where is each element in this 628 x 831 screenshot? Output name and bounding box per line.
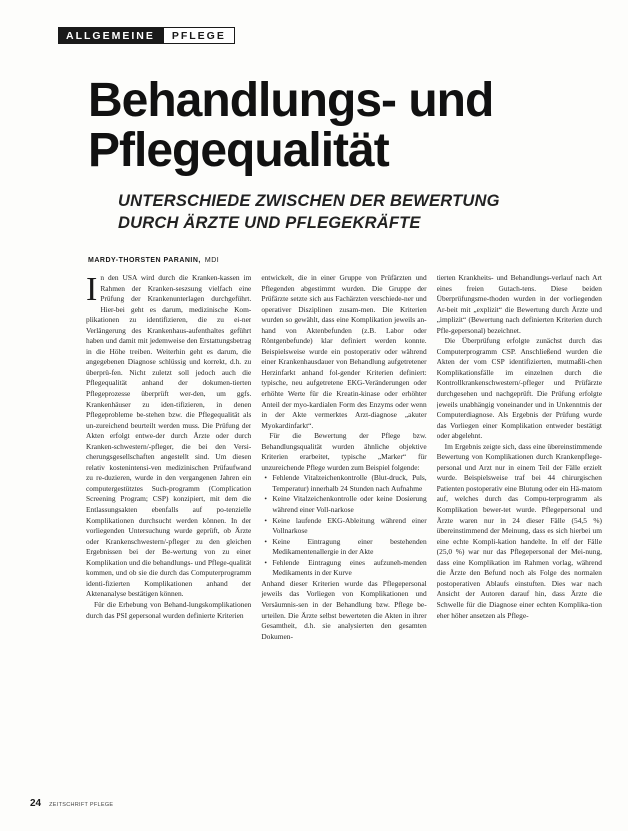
paragraph: entwickelt, die in einer Gruppe von Prüfärzten und Pflegenden abgestimmt wurden. Die Gruppe der Prüfärzte setzte sich aus Fachärzten verschiede-ner und operativer Disziplinen zusam-men. Die Kriterien wurden so gewählt, dass eine Komplikation jeweils an-hand von Aktenbefunden (z.B. Labor oder Röntgenbefunde) klar definiert werden konnte. Beispielsweise wurde ein postoperativ oder während einer Krankenhausdauer von Behandlung aufgetretener Herzinfarkt anhand fol-gender Kriterien definiert: typische, neu aufgetretene EKG-Veränderungen oder erhöhte Werte für die Kreatin-kinase oder erhöhter Anteil der myo-kardialen Form des Enzyms oder wenn in der Akte vermerktes Arzt-diagnose „akuter Myokardinfarkt“. [261,273,427,430]
list-item: • Fehlende Eintragung eines aufzuneh-menden Medikaments in der Kurve [268,558,426,579]
article-body [86,273,602,803]
title-line-1: Behandlungs- und [88,74,494,127]
paragraph: Im Ergebnis zeigte sich, dass eine übereinstimmende Bewertung von Komplikationen durch Krankenpflege-personal und Arzt nur in einem Teil der Fälle erzielt wurde. Beispielsweise traf bei 44 chirurgischen Patienten postoperativ eine Blutung oder ein Hä-matom auf, welches durch das Compu-terprogramm als Komplikation bewer-tet wurde. Pflegepersonal und Ärzte waren nur in 24 dieser Fälle (54,5 %) übereinstimmend der Meinung, dass es sich hierbei um eine echte Kompli-kation handelte. In elf der Fälle (25,0 %) war nur das Pflegepersonal der Mei-nung, dass eine Komplikation im Rahmen vorlag, während die Ärzte den Befund noch als Folge des normalen postoperativen Ablaufs einstuften. Dies war nach Ansicht der Autoren darauf hin, dass Ärzte die Schwelle für die Diagnose einer echten Komplika-tion eher höher ansetzen als Pflege- [436,441,602,620]
article-title [88,76,568,176]
drop-cap: I [86,273,98,308]
paragraph: Für die Erhebung von Behand-lungskomplikationen durch das PSI gepersonal wurden definierte Kriterien [86,599,252,620]
paragraph: tierten Krankheits- und Behandlungs-verlauf nach Art eines freien Gutach-tens. Diese beiden Überprüfungsme-thoden wurden in der vorliegenden Ar-beit mit „explizit“ die Bewertung durch Ärzte und „implizit“ (Bewertung nach definierten Kriterien durch Pfle-gepersonal) bezeichnet. [436,273,602,335]
criteria-list [261,473,426,578]
page-number: 24 [30,798,42,809]
paragraph: Anhand dieser Kriterien wurde das Pflegepersonal jeweils das Vorliegen von Komplikationen und Versäumnis-sen in der Behandlung bzw. Pflege be-urteilen. Die Ärzte selbst bewerteten die Akten in ihrer Gesamtheit, d.h. sie analysierten den gesamten Dokumen- [261,578,427,641]
column-2 [261,273,426,803]
page-footer [30,798,113,809]
subsection-label: PFLEGE [163,27,235,44]
subtitle-line-1: UNTERSCHIEDE ZWISCHEN DER BEWERTUNG [118,192,500,210]
list-item: • Keine Eintragung einer bestehenden Medikamentenallergie in der Akte [268,537,426,558]
paragraph: Für die Bewertung der Pflege bzw. Behandlungsqualität wurden ähnliche objektive Kriterien erarbeitet, typische „Marker“ für unzureichende Pflege wurden zum Beispiel folgende: [261,431,427,472]
magazine-name: ZEITSCHRIFT PFLEGE [49,802,114,808]
article-subtitle [118,190,578,234]
author-role: MDI [204,257,220,264]
list-item: • Keine Vitalzeichenkontrolle oder keine Dosierung während einer Voll-narkose [268,494,426,515]
paragraph: Die Überprüfung erfolgte zunächst durch das Computerprogramm CSP. Anschließend wurden die Akten der vom CSP identifizierten, mutmaßli-chen Komplikationsfälle im einzelnen durch die Kontrollkrankenschwestern/-pfleger und Prüfärzte durchgesehen und nachgeprüft. Die Prüfung erfolgte jeweils unabhängig voneinander und in Unkenntnis der Computerdiagnose. Als Ergebnis der Prüfung wurde das Vorliegen einer Komplikation entweder bestätigt oder abgelehnt. [436,336,602,441]
subtitle-line-2: DURCH ÄRZTE UND PFLEGEKRÄFTE [118,214,421,232]
author-byline [88,257,219,264]
list-item: • Fehlende Vitalzeichenkontrolle (Blut-druck, Puls, Temperatur) innerhalb 24 Stunden nach Aufnahme [268,473,426,494]
paragraph: In den USA wird durch die Kranken-kassen im Rahmen der Kranken-seszsung vielfach eine Prüfung der Krankenunterlagen durchgeführt. Hier-bei geht es darum, medizinische Kom-plikationen zu identifizieren, die zu ei-ner Verlängerung des Krankenhaus-aufenthaltes geführt haben und damit mit jedemweise den Erstattungsbetrag in die Höhe treiben. Weiterhin geht es darum, die angegebenen Diagnose schlüssig und korrekt, d.h. zu überprü-fen. Nicht zuletzt soll jedoch auch die Pflegequalität anhand der dokumen-tierten Pflegeprozesse überprüft wer-den, um ggfs. Krankenhäuser zu iden-tifizieren, in denen Pflegeprobleme be-stehen bzw. die Pflegequalität als un-zureichend beurteilt werden muss. Die Prüfung der Akten erfolgt entwe-der durch Ärzte oder durch Kranken-schwestern/-pfleger, die bei den Versi-cherungsgesellschaften angestellt sind. Um diesen relativ kostenintensi-ven medizinischen Prüfaufwand zu re-duzieren, wurde in den vergangenen Jahren ein computergestütztes Such-programm (Complication Screening Program; CSP) konzipiert, mit dem die Entlassungsakten ebenfalls auf po-tenzielle Komplikationen durchsucht werden können. In der vorliegenden Untersuchung wurde geprüft, ob Ärzte oder Krankenschwestern/-pfleger zu den gleichen Ergebnissen bei der Be-wertung von zu einer Komplikation und die behandlungs- und Pflege-qualität kommen, und ob sie die durch das Computerprogramm identi-fizierten Komplikationen anhand der Aktenanalyse bestätigen können. [86,273,252,599]
column-3 [437,273,602,803]
column-1 [86,273,251,803]
list-item: • Keine laufende EKG-Ableitung während einer Vollnarkose [268,516,426,537]
title-line-2: Pflegequalität [88,124,389,177]
author-name: MARDY-THORSTEN PARANIN, [88,257,201,264]
section-header [58,27,235,44]
section-label: ALLGEMEINE [58,27,163,44]
